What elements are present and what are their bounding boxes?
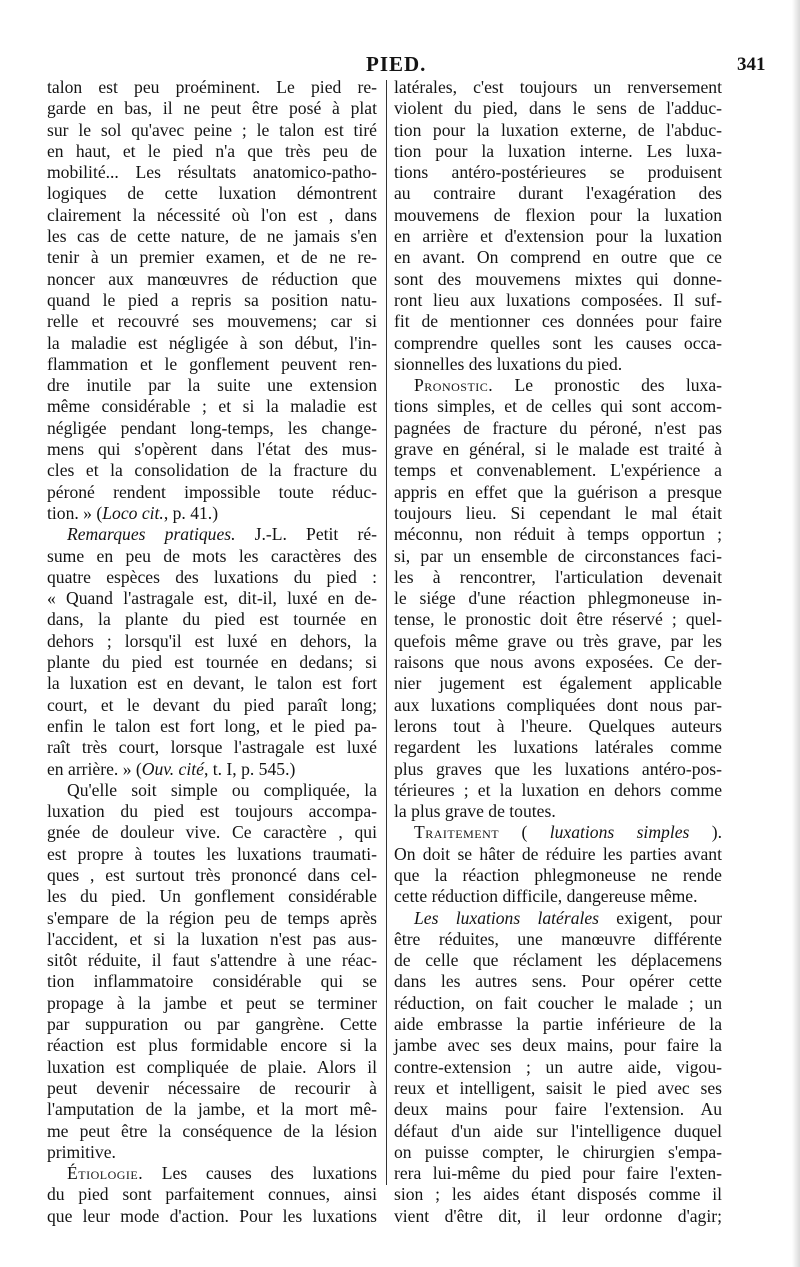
text-line [394,1184,722,1205]
text-line [394,418,722,439]
text-line [47,737,377,758]
line-text: tions simples, et de celles qui sont accom- [394,396,722,417]
line-text: tion inflammatoire considérable qui se [47,971,377,992]
text-line [394,460,722,481]
line-text: dehors ; lorsqu'il est luxé en dehors, la [47,630,377,651]
line-text: de celle que réclament les déplacemens [394,950,722,971]
line-text: la plus grave de toutes. [394,801,556,822]
text-line [394,631,722,652]
line-text: Le pronostic des luxa- [493,375,722,396]
text-line [394,1142,722,1163]
line-text: talon est peu proéminent. Le pied re- [47,77,377,97]
text-line [47,801,377,822]
text-line [394,1163,722,1184]
line-text: ques , est surtout très prononcé dans cel- [47,864,377,885]
text-line [47,205,377,226]
line-text: que la réaction phlegmoneuse ne rende [394,864,722,885]
page-number: 341 [737,54,766,75]
text-line [394,120,722,141]
line-text: propage à la jambe et peut se terminer [47,992,377,1013]
line-text: flammation et le gonflement peuvent ren- [47,353,377,374]
text-line [394,822,722,843]
text-line [47,652,377,673]
italic-text: Remarques pratiques. [67,524,236,545]
line-text: Qu'elle soit simple ou compliquée, la [67,779,377,800]
text-line [394,993,722,1014]
text-line [394,77,722,98]
text-line [394,226,722,247]
text-line [394,588,722,609]
line-text: ( [499,822,550,843]
text-line [394,546,722,567]
text-line [394,865,722,886]
line-text: regardent les luxations latérales comme [394,737,722,758]
line-text: gnée de douleur vive. Ce caractère , qui [47,822,377,843]
text-line [47,333,377,354]
text-line [394,908,722,929]
text-line [47,141,377,162]
line-text: péroné rendent impossible toute réduc- [47,481,377,502]
text-line [47,439,377,460]
line-text: mens qui s'opèrent dans l'état des mus- [47,439,377,460]
line-text: court, et le devant du pied paraît long; [47,694,377,715]
line-text: appris en effet que la guérison a presque [394,481,722,502]
text-line [394,1206,722,1227]
text-line [47,77,377,98]
line-text: grave en général, si le malade est traité à [394,439,722,460]
text-line [394,759,722,780]
line-text: sur le sol qu'avec peine ; le talon est tiré [47,119,377,140]
line-text: par suppuration ou par gangrène. Cette [47,1014,377,1035]
line-text: réaction est plus formidable encore si la [47,1035,377,1056]
text-line [394,98,722,119]
text-line [47,1184,377,1205]
line-text: cles et la consolidation de la fracture du [47,460,377,481]
line-text: rera lui-même du pied pour faire l'exten- [394,1163,722,1184]
text-line [394,1121,722,1142]
text-line [47,631,377,652]
line-text: reux et intelligent, saisit le pied avec ses [394,1077,722,1098]
line-text: fit de mentionner ces données pour faire [394,311,722,332]
line-text: noncer aux manœuvres de réduction que [47,268,377,289]
text-line [47,609,377,630]
line-text: l'amputation de la jambe, et la mort mê- [47,1099,377,1120]
line-text: jambe avec ses deux mains, pour faire la [394,1035,722,1056]
text-line [47,290,377,311]
running-title: PIED. [366,52,427,76]
text-line [47,1142,377,1163]
line-text: en arrière. » ( [47,758,142,779]
line-text: luxation est compliquée de plaie. Alors il [47,1056,377,1077]
line-text: méconnu, non réduit à temps opportun ; [394,524,722,545]
italic-text: Loco cit. [102,502,164,523]
text-line [394,524,722,545]
line-text: au contraire durant l'exagération des [394,183,722,204]
text-line [47,1014,377,1035]
line-text: contre-extension ; un autre aide, vigou- [394,1056,722,1077]
italic-text: Les luxations latérales [414,907,600,928]
text-line [47,993,377,1014]
text-line [394,971,722,992]
line-text: quatre espèces des luxations du pied : [47,566,377,587]
line-text: en avant. On comprend en outre que ce [394,247,722,268]
line-text: plante du pied est tournée en dedans; si [47,652,377,673]
text-line [47,546,377,567]
line-text: quand le pied a repris sa position natu- [47,289,377,310]
line-text: « Quand l'astragale est, dit-il, luxé en de- [47,588,377,609]
line-text: tense, le pronostic doit être réservé ; quel- [394,609,722,630]
section-heading: Étiologie. [67,1163,144,1184]
section-heading: Pronostic. [414,375,494,396]
line-text: garde en bas, il ne peut être posé à plat [47,98,377,119]
text-line [47,1121,377,1142]
text-line [47,759,377,780]
line-text: même considérable ; et si la maladie est [47,396,377,417]
text-line [47,98,377,119]
line-text: aide embrasse la partie inférieure de la [394,1014,722,1035]
text-line [394,503,722,524]
text-line [47,418,377,439]
line-text: tion pour la luxation externe, de l'abduc- [394,119,722,140]
line-text: violent du pied, dans le sens de l'adduc- [394,98,722,119]
line-text: tion pour la luxation interne. Les luxa- [394,140,722,161]
line-text: si, par un ensemble de circonstances faci- [394,545,722,566]
line-text: pagnées de fracture du péroné, n'est pas [394,417,722,438]
line-text: défaut d'un aide sur l'intelligence duquel [394,1120,722,1141]
text-line [47,1206,377,1227]
line-text: que leur mode d'action. Pour les luxations [47,1205,377,1226]
text-line [394,844,722,865]
text-line [394,886,722,907]
text-line [394,482,722,503]
line-text: deux mains pour faire l'extension. Au [394,1099,722,1120]
text-line [47,482,377,503]
text-line [394,290,722,311]
line-text: on puisse compter, le chirurgien s'empa- [394,1141,722,1162]
line-text: sont des mouvemens mixtes qui donne- [394,268,722,289]
line-text: temps et convenablement. L'expérience a [394,460,722,481]
text-line [394,1035,722,1056]
text-line [394,1014,722,1035]
text-line [394,695,722,716]
line-text: On doit se hâter de réduire les parties avant [394,843,722,864]
text-line [394,1057,722,1078]
page-header [0,52,800,78]
line-text: quefois même grave ou très grave, par les [394,630,722,651]
text-line [47,865,377,886]
line-text: ). [689,822,723,843]
text-line [394,609,722,630]
line-text: aux luxations compliquées dont nous par- [394,694,722,715]
line-text: mobilité... Les résultats anatomico-patho- [47,162,377,183]
text-line [394,801,722,822]
line-text: logiques de cette luxation démontrent [47,183,377,204]
text-line [47,929,377,950]
text-line [47,822,377,843]
line-text: est propre à toutes les luxations traumati- [47,843,377,864]
line-text: primitive. [47,1141,116,1162]
text-line [47,311,377,332]
line-text: sitôt réduite, il faut s'attendre à une réac- [47,950,377,971]
text-line [394,311,722,332]
line-text: la luxation est en devant, le talon est fort [47,673,377,694]
text-line [47,354,377,375]
text-line [394,1078,722,1099]
line-text: mouvemens de flexion pour la luxation [394,204,722,225]
text-line [47,716,377,737]
left-column [47,77,377,1226]
text-line [47,162,377,183]
text-line [47,695,377,716]
text-line [47,269,377,290]
line-text: négligée pendant long-temps, les change- [47,417,377,438]
text-line [394,950,722,971]
line-text: sionnelles des luxations du pied. [394,353,623,374]
line-text: le siége d'une réaction phlegmoneuse in- [394,588,722,609]
text-line [394,375,722,396]
line-text: térieures ; et la luxation en dehors comme [394,779,722,800]
text-line [47,503,377,524]
line-text: du pied sont parfaitement connues, ainsi [47,1184,377,1205]
line-text: réduction, on fait coucher le malade ; un [394,992,722,1013]
section-heading: Traitement [414,822,500,843]
line-text: les cas de cette nature, de ne jamais s'en [47,226,377,247]
text-line [394,929,722,950]
text-line [394,780,722,801]
text-line [47,183,377,204]
text-line [394,737,722,758]
text-line [47,588,377,609]
text-line [47,567,377,588]
text-line [394,396,722,417]
line-text: toujours lieu. Si cependant le mal était [394,502,722,523]
text-line [394,205,722,226]
line-text: raisons que nous avons exposées. Ce der- [394,652,722,673]
line-text: comprendre quelles sont les causes occa- [394,332,722,353]
text-line [47,375,377,396]
line-text: les du pied. Un gonflement considérable [47,886,377,907]
line-text: , t. I, p. 545.) [203,758,296,779]
text-line [47,247,377,268]
line-text: cette réduction difficile, dangereuse même. [394,886,698,907]
line-text: tions antéro-postérieures se produisent [394,162,722,183]
text-line [394,567,722,588]
line-text: lerons tout à l'heure. Quelques auteurs [394,715,722,736]
line-text: plus graves que les luxations antéro-pos- [394,758,722,779]
text-line [47,1099,377,1120]
line-text: s'empare de la région peu de temps après [47,907,377,928]
text-line [47,908,377,929]
line-text: Les causes des luxations [143,1163,377,1184]
line-text: raît très court, lorsque l'astragale est luxé [47,737,377,758]
text-line [47,844,377,865]
italic-text: Ouv. cité [141,758,204,779]
line-text: dans, la plante du pied est tournée en [47,609,377,630]
line-text: sion ; les aides étant disposés comme il [394,1184,722,1205]
line-text: , p. 41.) [163,502,219,523]
text-line [394,269,722,290]
line-text: vient d'être dit, il leur ordonne d'agir; [394,1205,722,1226]
line-text: enfin le talon est fort long, et le pied pa- [47,715,377,736]
column-divider [386,80,387,1185]
line-text: l'accident, et si la luxation n'est pas aus- [47,928,377,949]
text-line [47,673,377,694]
text-line [394,354,722,375]
line-text: les à rencontrer, l'articulation devenait [394,566,722,587]
text-line [394,247,722,268]
text-line [394,439,722,460]
text-line [394,652,722,673]
line-text: exigent, pour [599,907,722,928]
line-text: tenir à un premier examen, et de ne re- [47,247,377,268]
text-line [394,141,722,162]
text-line [394,673,722,694]
text-line [47,1035,377,1056]
line-text: être réduites, une manœuvre différente [394,928,722,949]
text-line [394,183,722,204]
line-text: clairement la nécessité où l'on est , dans [47,204,377,225]
text-line [47,1057,377,1078]
line-text: tion. » ( [47,502,103,523]
text-line [47,226,377,247]
text-line [47,1078,377,1099]
text-line [394,162,722,183]
line-text: sume en peu de mots les caractères des [47,545,377,566]
line-text: me peut être la conséquence de la lésion [47,1120,377,1141]
right-column [394,77,723,1226]
line-text: J.-L. Petit ré- [235,524,377,545]
text-line [394,1099,722,1120]
line-text: luxation du pied est toujours accompa- [47,801,377,822]
line-text: la maladie est négligée à son début, l'in- [47,332,377,353]
text-line [47,1163,377,1184]
text-line [47,120,377,141]
text-line [47,396,377,417]
line-text: dre inutile par la suite une extension [47,375,377,396]
line-text: en arrière et d'extension pour la luxation [394,226,722,247]
text-line [47,950,377,971]
text-line [394,333,722,354]
line-text: nier jugement est également applicable [394,673,722,694]
line-text: ront lieu aux luxations composées. Il suf- [394,289,722,310]
line-text: latérales, c'est toujours un renversement [394,77,722,97]
page-edge-shadow [792,0,800,1267]
text-line [47,886,377,907]
italic-text: luxations simples [549,822,690,843]
line-text: peut devenir nécessaire de recourir à [47,1077,377,1098]
text-line [47,971,377,992]
line-text: en haut, et le pied n'a que très peu de [47,140,377,161]
text-line [47,524,377,545]
text-line [47,460,377,481]
text-line [47,780,377,801]
text-line [394,716,722,737]
line-text: relle et recouvré ses mouvemens; car si [47,311,377,332]
line-text: dans les autres sens. Pour opérer cette [394,971,722,992]
